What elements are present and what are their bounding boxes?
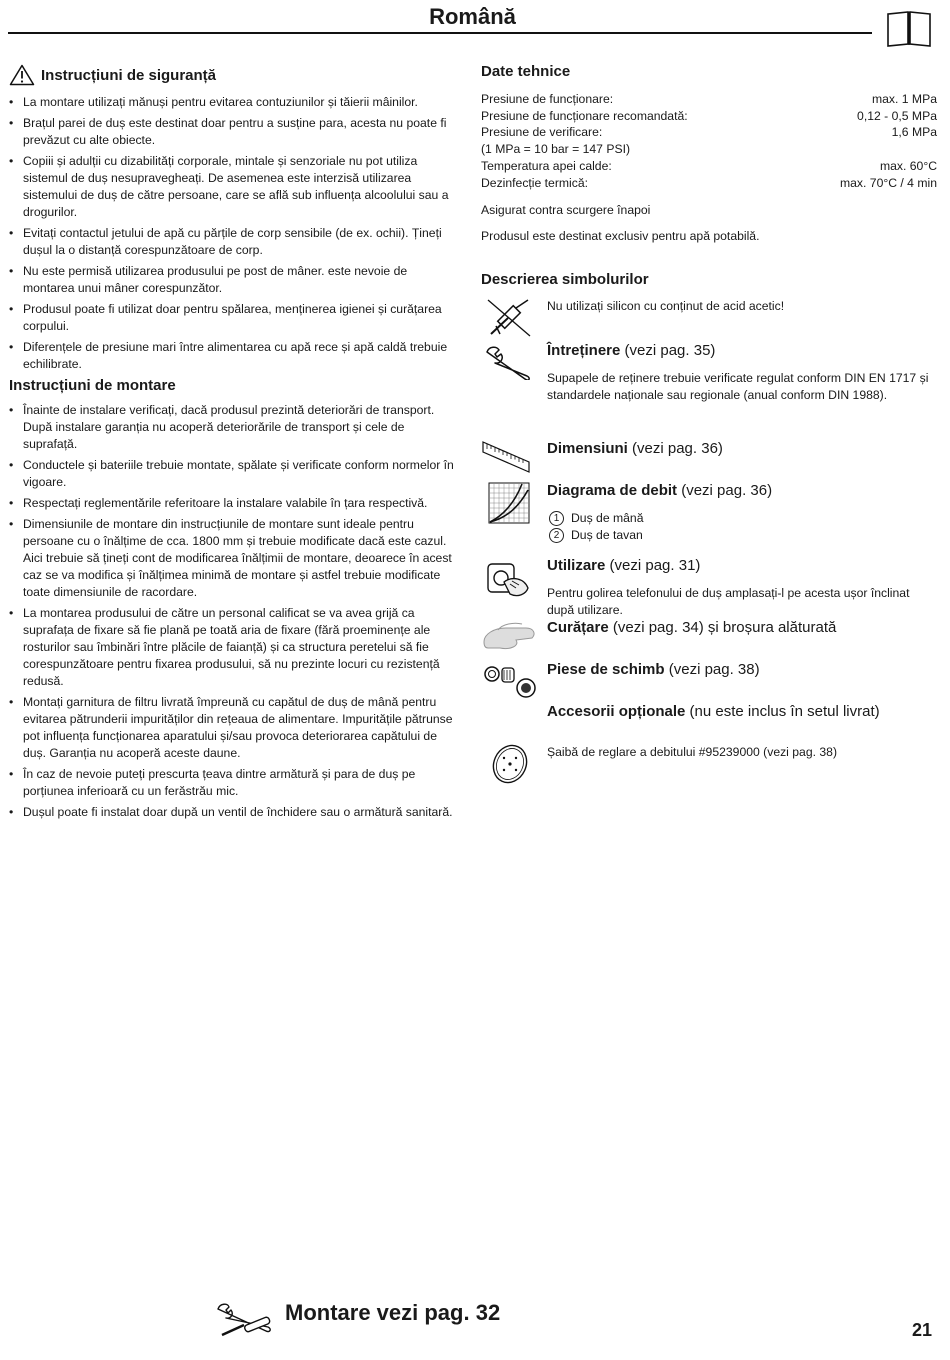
- flow-legend-item: [549, 527, 644, 544]
- flow-title: Diagrama de debit: [547, 482, 678, 499]
- tech-label: Presiune de verificare:: [481, 125, 603, 140]
- list-item: • Copiii și adulții cu dizabilități corporale, mintale și senzoriale nu pot utiliza sistemul de duș nesupravegheați. De asemenea este interzisă utilizarea sistemului de duș de către persoane, care se află sub influența alcoolului sau a drogurilor.: [9, 153, 459, 221]
- book-icon: [886, 10, 932, 48]
- maintenance-ref: (vezi pag. 35): [624, 342, 716, 359]
- tech-value: max. 1 MPa: [871, 91, 937, 106]
- flow-legend-number: 1: [549, 511, 564, 526]
- list-item: • Înainte de instalare verificați, dacă produsul prezintă deteriorări de transport. După instalare garanția nu acoperă deteriorările de transport și cele de suprafață.: [9, 402, 459, 453]
- tech-label: Presiune de funcționare:: [481, 91, 614, 106]
- page-title: Română: [429, 4, 516, 29]
- dimensions-ref: (vezi pag. 36): [632, 440, 723, 457]
- list-item: • Evitați contactul jetului de apă cu părțile de corp sensibile (de ex. ochii). Țineți dușul la o distanță corespunzătoare de corp.: [9, 225, 459, 259]
- list-item: • Nu este permisă utilizarea produsului pe post de mâner. este nevoie de montarea unui mâner corespunzător.: [9, 263, 459, 297]
- header-rule: [8, 32, 872, 34]
- mounting-heading: [9, 377, 459, 394]
- maintenance-text: Supapele de reținere trebuie verificate regulat conform DIN EN 1717 și standardele naționale sau regionale (anual conform DIN 1988).: [547, 371, 929, 402]
- accessories-text: Șaibă de reglare a debitului #95239000 (vezi pag. 38): [547, 745, 838, 759]
- list-item: • Respectați reglementările referitoare la instalare valabile în țara respectivă.: [9, 495, 459, 512]
- list-item: • În caz de nevoie puteți prescurta țeava dintre armătură și para de duș pe porțiunea inferioară cu un ferăstrău mic.: [9, 766, 459, 800]
- tech-value: 1,6 MPa: [891, 125, 937, 140]
- tech-row: [481, 124, 937, 141]
- cleaning-hand-icon: [480, 616, 540, 652]
- mounting-list: [9, 402, 459, 821]
- list-item: • La montare utilizați mănuși pentru evitarea contuziunilor și tăierii mâinilor.: [9, 94, 459, 111]
- flow-legend: [549, 510, 644, 544]
- flow-restrictor-disc-icon: [490, 742, 530, 786]
- wrench-icon: [483, 344, 537, 380]
- accessories-title: Accesorii opționale: [547, 703, 686, 720]
- silicone-text: Nu utilizați silicon cu conținut de acid acetic!: [547, 299, 785, 313]
- usage-title: Utilizare: [547, 557, 606, 574]
- list-item: • Diferențele de presiune mari între alimentarea cu apă rece și apă caldă trebuie echilibrate.: [9, 339, 459, 373]
- usage-text: Pentru golirea telefonului de duș amplasați-l pe acesta ușor înclinat după utilizare.: [547, 586, 910, 617]
- tech-data-section: [481, 64, 937, 245]
- warning-icon: [9, 64, 35, 86]
- ruler-icon: [481, 440, 531, 476]
- maintenance-title: Întreținere: [547, 342, 621, 359]
- flow-legend-number: 2: [549, 528, 564, 543]
- tech-label: Dezinfecție termică:: [481, 175, 589, 190]
- list-item: • Conductele și bateriile trebuie montate, spălate și verificate conform normelor în vigoare.: [9, 457, 459, 491]
- symbols-title: Descrierea simbolurilor: [481, 271, 649, 288]
- list-item: • Dimensiunile de montare din instrucțiunile de montare sunt ideale pentru persoane cu o înălțime de cca. 1800 mm și trebuie modificate dacă este cazul. Aici trebuie să țineți cont de modificarea înălțimii de montare, deoarece în acest caz se va modifica și înălțimea minimă de montare și astfel trebuie modificate toate dimensiunile de racordare.: [9, 516, 459, 601]
- tools-icon: [214, 1301, 274, 1341]
- tech-row: [481, 108, 937, 125]
- tech-label: (1 MPa = 10 bar = 147 PSI): [481, 142, 631, 157]
- flow-heading: [547, 482, 772, 499]
- cleaning-ref: (vezi pag. 34) și broșura alăturată: [612, 619, 837, 636]
- tech-row: [481, 175, 937, 192]
- tech-row: [481, 141, 937, 158]
- tech-row: [481, 158, 937, 175]
- spares-ref: (vezi pag. 38): [668, 661, 760, 678]
- list-item: • Dușul poate fi instalat doar după un ventil de închidere sau o armătură sanitară.: [9, 804, 459, 821]
- tech-title: Date tehnice: [481, 63, 571, 80]
- silicone-gun-icon: [486, 298, 532, 338]
- list-item: • La montarea produsului de către un personal calificat se va avea grijă ca suprafața de fixare să fie plană pe toată aria de fixare (fără proeminențe ale rosturilor sau îmbinări între plăcile de faianță) și ca structura peretelui să fie corespunzătoare pentru fixarea produsului, să nu prezinte locuri cu rezistență redusă.: [9, 605, 459, 690]
- left-column: [9, 64, 459, 825]
- dimensions-title: Dimensiuni: [547, 440, 628, 457]
- backflow-note: Asigurat contra scurgere înapoi: [481, 202, 651, 217]
- dimensions-heading: [547, 440, 723, 457]
- mounting-title: Instrucțiuni de montare: [9, 377, 176, 394]
- flow-ref: (vezi pag. 36): [681, 482, 773, 499]
- flow-legend-label: Duș de tavan: [571, 528, 643, 542]
- tech-value: 0,12 - 0,5 MPa: [857, 108, 937, 123]
- tech-row: [481, 91, 937, 108]
- list-item: • Brațul parei de duș este destinat doar pentru a susține para, acesta nu poate fi prevăzut cu alte obiecte.: [9, 115, 459, 149]
- page-number: 21: [912, 1320, 933, 1340]
- usage-ref: (vezi pag. 31): [609, 557, 701, 574]
- list-item: • Produsul poate fi utilizat doar pentru spălarea, menținerea igienei și curățarea corpului.: [9, 301, 459, 335]
- flow-legend-label: Duș de mână: [571, 511, 644, 525]
- footer-mounting-ref: Montare vezi pag. 32: [285, 1300, 501, 1325]
- safety-heading: [9, 64, 459, 86]
- accessories-heading: [547, 703, 880, 720]
- potable-note: Produsul este destinat exclusiv pentru apă potabilă.: [481, 229, 760, 244]
- handshower-usage-icon: [484, 558, 532, 600]
- flow-diagram-icon: [488, 482, 530, 524]
- tech-label: Presiune de funcționare recomandată:: [481, 108, 688, 123]
- tech-label: Temperatura apei calde:: [481, 158, 612, 173]
- safety-list: [9, 94, 459, 373]
- tech-table: [481, 91, 937, 192]
- tech-value: max. 60°C: [879, 158, 937, 173]
- list-item: • Montați garnitura de filtru livrată împreună cu capătul de duș de mână pentru evitarea pătrunderii impurităților din rețeaua de alimentare. Impuritățile pătrunse pot influența funcționarea aparatului și/sau provoca deteriorarea capătului de duș. Garanția nu acoperă aceste daune.: [9, 694, 459, 762]
- spares-title: Piese de schimb: [547, 661, 665, 678]
- spare-parts-icon: [482, 660, 538, 700]
- spares-heading: [547, 661, 760, 678]
- tech-value: max. 70°C / 4 min: [840, 175, 937, 190]
- accessories-ref: (nu este inclus în setul livrat): [689, 703, 880, 720]
- flow-legend-item: [549, 510, 644, 527]
- cleaning-heading: [547, 619, 836, 636]
- maintenance-heading: [547, 342, 715, 359]
- usage-heading: [547, 557, 700, 574]
- safety-title: Instrucțiuni de siguranță: [41, 66, 217, 84]
- cleaning-title: Curățare: [547, 619, 609, 636]
